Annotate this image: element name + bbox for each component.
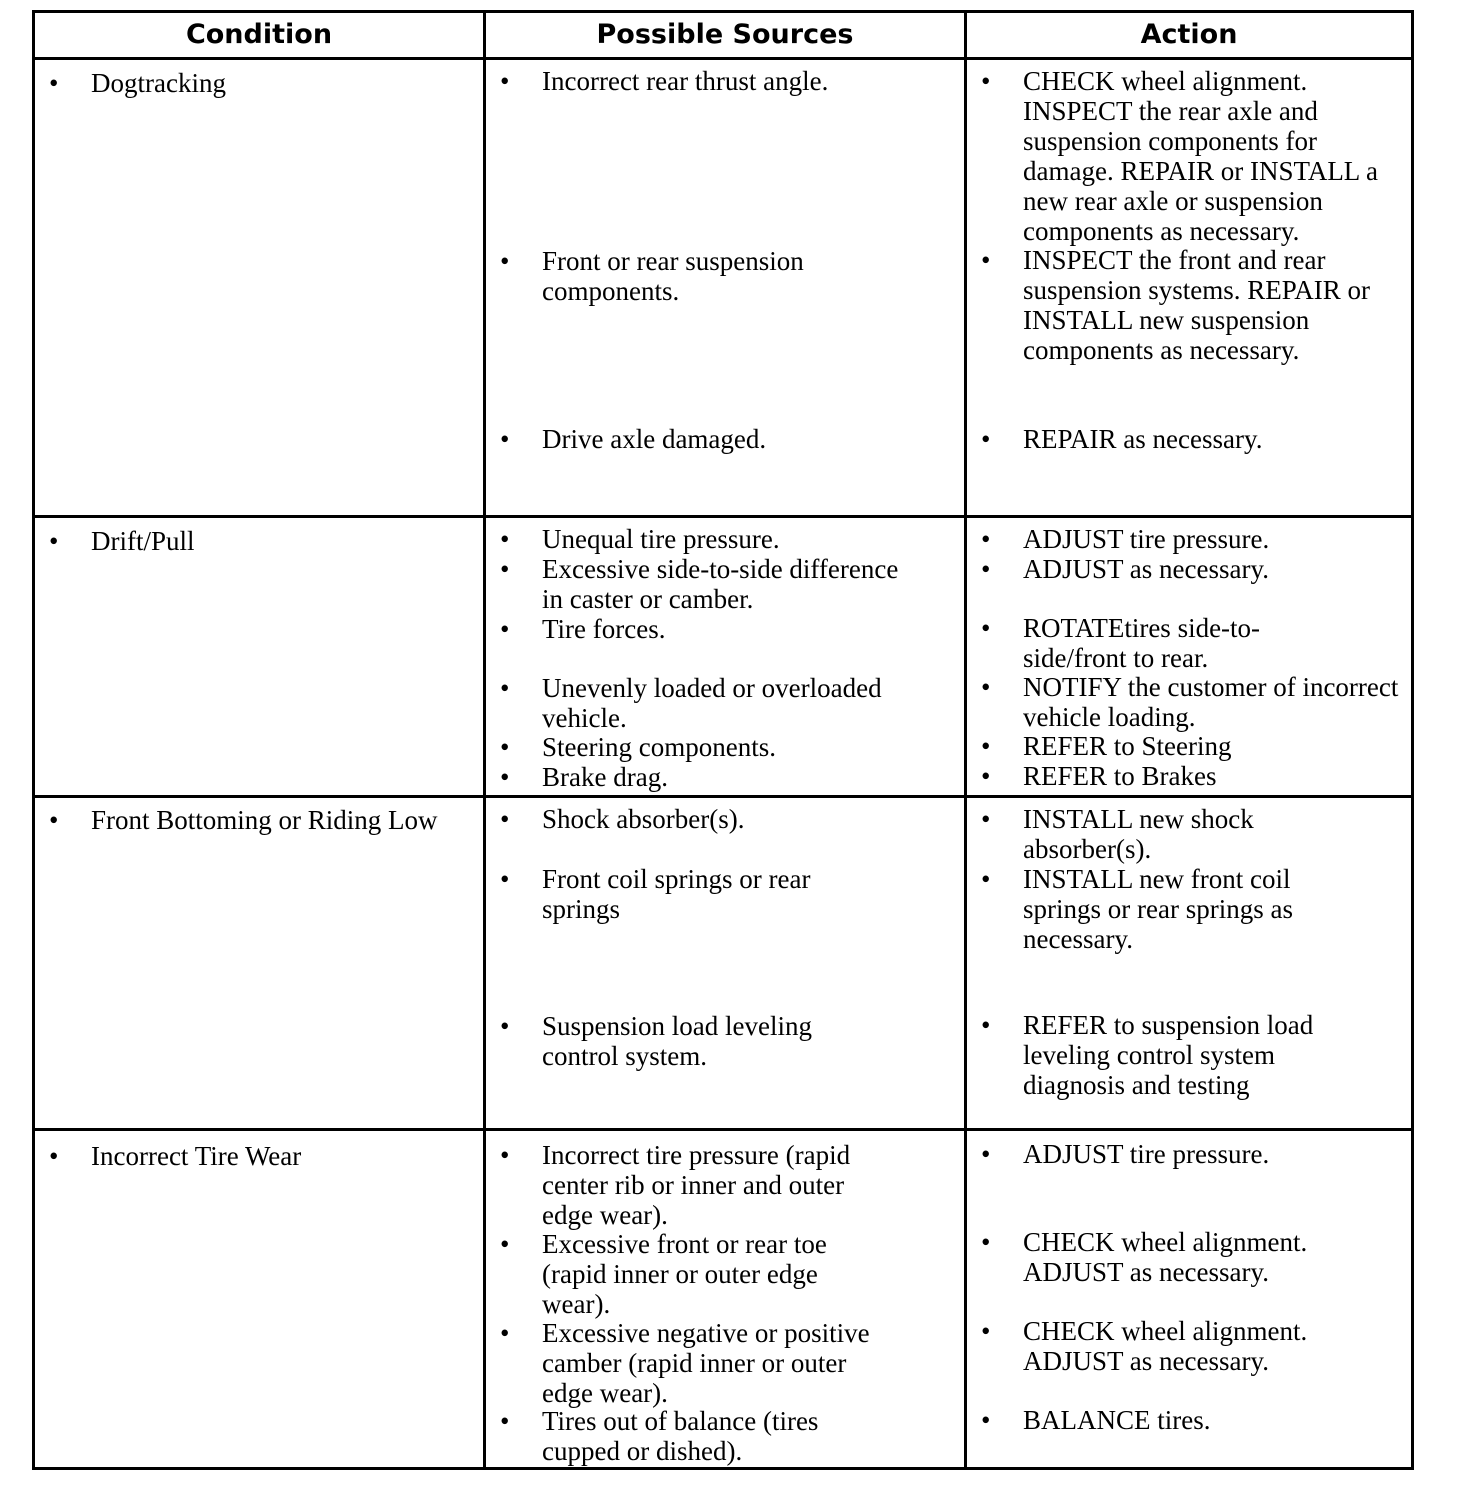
condition-text: Incorrect Tire Wear bbox=[91, 1141, 302, 1171]
diagnosis-table bbox=[32, 10, 1414, 1470]
source-text: Unequal tire pressure. bbox=[542, 524, 780, 554]
action-text: CHECK wheel alignment. ADJUST as necessary. bbox=[1023, 1227, 1308, 1287]
action-text: INSTALL new shock absorber(s). bbox=[1023, 804, 1254, 864]
source-text: Incorrect tire pressure (rapid center rib or inner and outer edge wear). bbox=[542, 1140, 851, 1230]
table-row bbox=[35, 795, 1411, 1128]
condition-cell: • Incorrect Tire Wear bbox=[35, 1131, 483, 1467]
source-text: Excessive negative or positive camber (rapid inner or outer edge wear). bbox=[542, 1318, 870, 1408]
sources-cell: • Shock absorber(s). • Front coil springs or rear springs • Suspension load leveling control system. bbox=[483, 798, 964, 1128]
header-action: Action bbox=[964, 13, 1411, 57]
table-row bbox=[35, 57, 1411, 515]
source-text: Steering components. bbox=[542, 732, 776, 762]
action-text: BALANCE tires. bbox=[1023, 1405, 1211, 1435]
condition-cell: • Dogtracking bbox=[35, 60, 483, 515]
source-text: Front coil springs or rear springs bbox=[542, 864, 811, 924]
source-text: Brake drag. bbox=[542, 762, 668, 792]
header-condition: Condition bbox=[185, 19, 333, 50]
source-text: Tire forces. bbox=[542, 614, 666, 644]
source-text: Suspension load leveling control system. bbox=[542, 1011, 812, 1071]
source-text: Excessive side-to-side difference in caster or camber. bbox=[542, 554, 899, 614]
action-text: ADJUST as necessary. bbox=[1023, 554, 1269, 584]
source-text: Incorrect rear thrust angle. bbox=[542, 66, 829, 96]
action-text: REPAIR as necessary. bbox=[1023, 424, 1263, 454]
header-row bbox=[35, 13, 1411, 57]
action-text: ADJUST tire pressure. bbox=[1023, 524, 1270, 554]
table-row bbox=[35, 515, 1411, 795]
actions-cell: • ADJUST tire pressure. • CHECK wheel alignment. ADJUST as necessary. • CHECK wheel alignment. ADJUST as necessary. • BALANCE tires. bbox=[964, 1131, 1411, 1467]
condition-text: Dogtracking bbox=[91, 68, 226, 98]
source-text: Shock absorber(s). bbox=[542, 804, 745, 834]
source-text: Drive axle damaged. bbox=[542, 424, 767, 454]
sources-cell: • Unequal tire pressure. • Excessive side-to-side difference in caster or camber. • Tire forces. • Unevenly loaded or overloaded vehicle. • Steering components. • Brake drag. bbox=[483, 518, 964, 795]
condition-text: Front Bottoming or Riding Low bbox=[91, 805, 438, 835]
condition-text: Drift/Pull bbox=[91, 526, 195, 556]
source-text: Unevenly loaded or overloaded vehicle. bbox=[542, 673, 882, 733]
actions-cell: • CHECK wheel alignment. INSPECT the rear axle and suspension components for damage. REPAIR or INSTALL a new rear axle or suspension components as necessary. • INSPECT the front and rear suspension systems. REPAIR or INSTALL new suspension components as necessary. • REPAIR as necessary. bbox=[964, 60, 1411, 515]
action-text: INSTALL new front coil springs or rear springs as necessary. bbox=[1023, 864, 1293, 954]
condition-cell: • Drift/Pull bbox=[35, 518, 483, 795]
action-text: ADJUST tire pressure. bbox=[1023, 1139, 1270, 1169]
sources-cell: • Incorrect rear thrust angle. • Front or rear suspension components. • Drive axle damaged. bbox=[483, 60, 964, 515]
header-possible-sources: Possible Sources bbox=[483, 13, 964, 57]
source-text: Excessive front or rear toe (rapid inner or outer edge wear). bbox=[542, 1229, 827, 1319]
action-text: INSPECT the front and rear suspension systems. REPAIR or INSTALL new suspension components as necessary. bbox=[1023, 245, 1371, 365]
action-text: CHECK wheel alignment. INSPECT the rear axle and suspension components for damage. REPAIR or INSTALL a new rear axle or suspension components as necessary. bbox=[1023, 66, 1379, 246]
action-text: CHECK wheel alignment. ADJUST as necessary. bbox=[1023, 1316, 1308, 1376]
source-text: Front or rear suspension components. bbox=[542, 246, 804, 306]
action-text: REFER to suspension load leveling control system diagnosis and testing bbox=[1023, 1010, 1314, 1100]
condition-cell: • Front Bottoming or Riding Low bbox=[35, 798, 483, 1128]
table-row bbox=[35, 1128, 1411, 1467]
sources-cell: • Incorrect tire pressure (rapid center rib or inner and outer edge wear). • Excessive front or rear toe (rapid inner or outer edge wear). • Excessive negative or positive camber (rapid inner or outer edge wear). • Tires out of balance (tires cupped or dished). bbox=[483, 1131, 964, 1467]
action-text: NOTIFY the customer of incorrect vehicle loading. bbox=[1023, 672, 1399, 732]
actions-cell: • ADJUST tire pressure. • ADJUST as necessary. • ROTATEtires side-to-side/front to rear. • NOTIFY the customer of incorrect vehicle loading. • REFER to Steering • REFER to Brakes bbox=[964, 518, 1411, 795]
action-text: REFER to Brakes bbox=[1023, 761, 1217, 791]
source-text: Tires out of balance (tires cupped or dished). bbox=[542, 1406, 819, 1466]
action-text: ROTATEtires side-to-side/front to rear. bbox=[1023, 613, 1261, 673]
actions-cell: • INSTALL new shock absorber(s). • INSTALL new front coil springs or rear springs as necessary. • REFER to suspension load leveling control system diagnosis and testing bbox=[964, 798, 1411, 1128]
action-text: REFER to Steering bbox=[1023, 731, 1232, 761]
